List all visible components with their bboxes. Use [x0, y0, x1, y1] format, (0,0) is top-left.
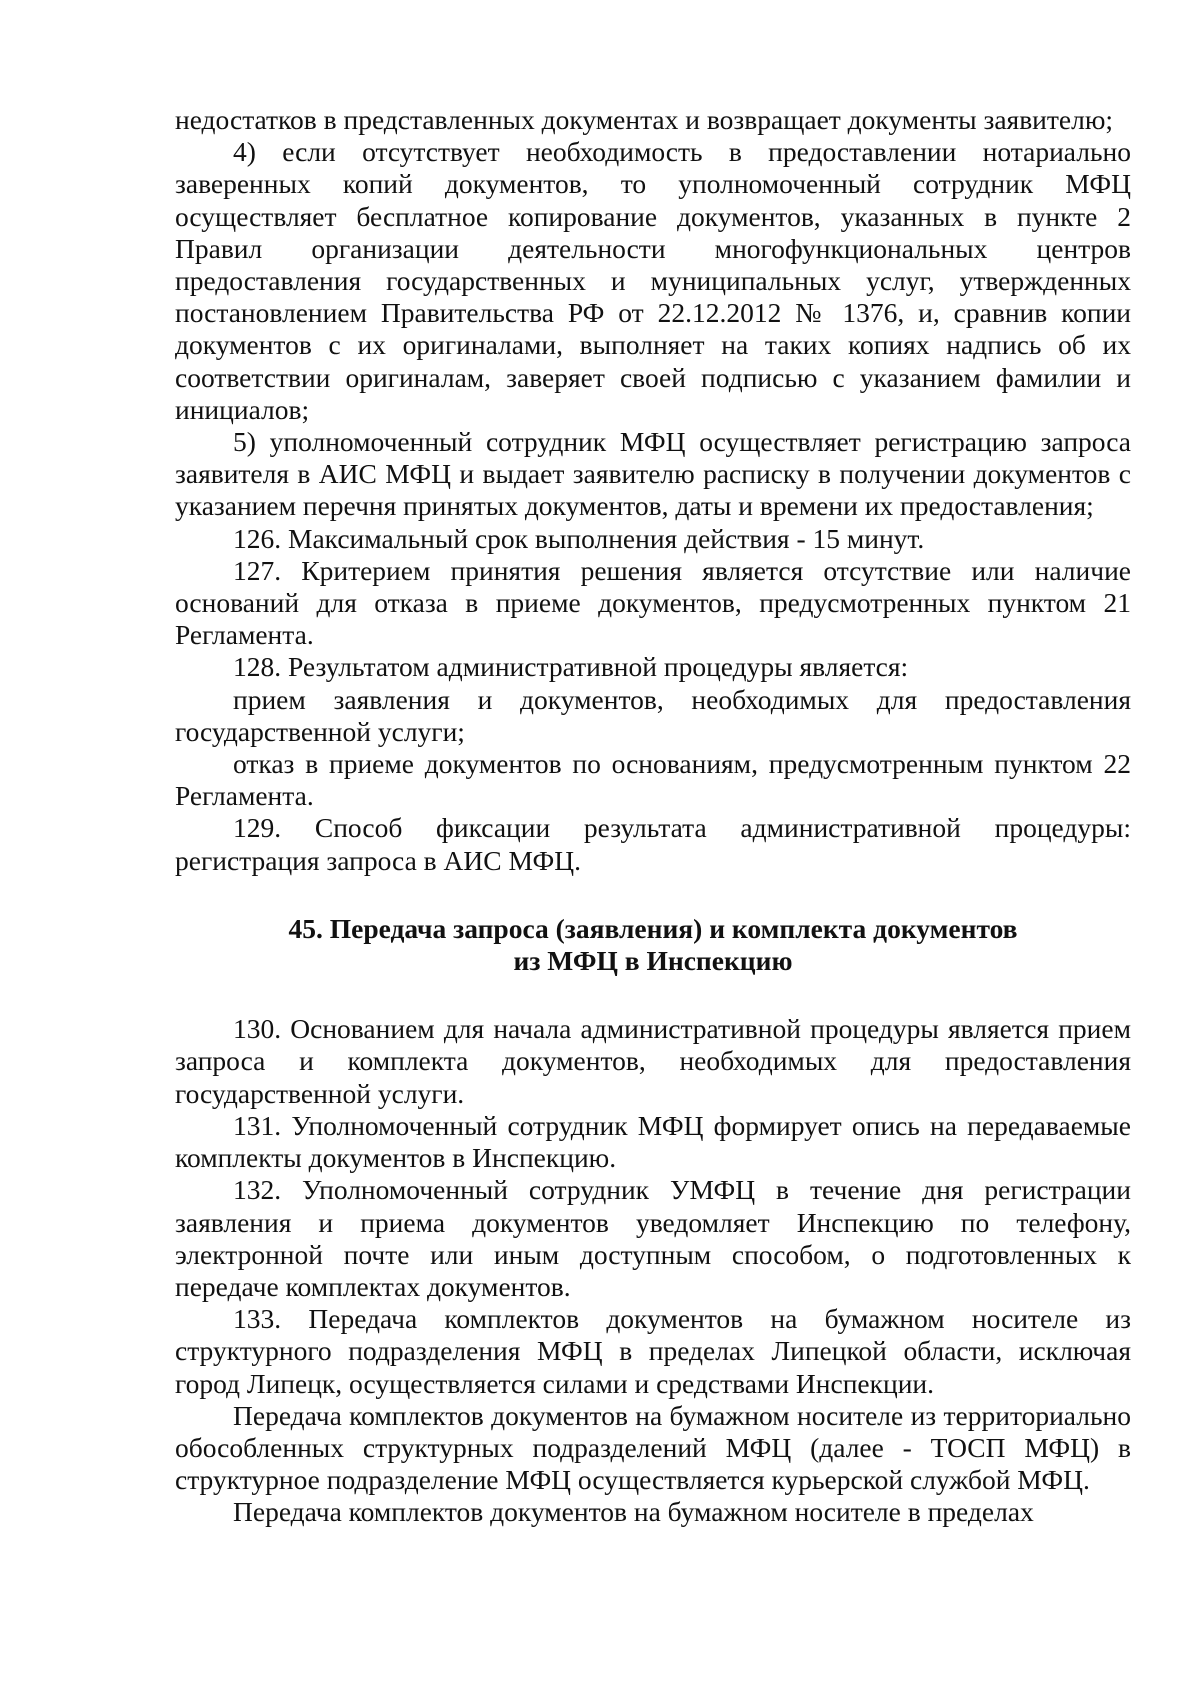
paragraph: 131. Уполномоченный сотрудник МФЦ формирует опись на передаваемые комплекты документов в Инспекцию.	[175, 1109, 1131, 1174]
paragraph: 126. Максимальный срок выполнения действия - 15 минут.	[233, 522, 925, 554]
paragraph: прием заявления и документов, необходимых для предоставления государственной услуги;	[175, 683, 1131, 747]
document-page	[175, 104, 1131, 1529]
paragraph: 129. Способ фиксации результата административной процедуры: регистрация запроса в АИС МФЦ.	[175, 812, 1131, 876]
bottom-paragraphs	[175, 1013, 1131, 1528]
section-heading-line1: 45. Передача запроса (заявления) и комплекта документов	[288, 912, 1018, 944]
paragraph: 133. Передача комплектов документов на бумажном носителе из структурного подразделения МФЦ в пределах Липецкой области, исключая город Липецк, осуществляется силами и средствами Инспекции.	[175, 1303, 1131, 1399]
paragraph: 132. Уполномоченный сотрудник УМФЦ в течение дня регистрации заявления и приема документов уведомляет Инспекцию по телефону, электронной почте или иным доступным способом, о подготовленных к передаче комплектах документов.	[175, 1174, 1131, 1302]
spacer	[175, 877, 1131, 913]
paragraph: 4) если отсутствует необходимость в предоставлении нотариально заверенных копий документов, то уполномоченный сотрудник МФЦ осуществляет бесплатное копирование документов, указанных в пункте 2 Правил организации деятельности многофункциональных центров предоставления государственных и муниципальных услуг, утвержденных постановлением Правительства РФ от 22.12.2012 № 1376, и, сравнив копии документов с их оригиналами, выполняет на таких копиях надпись об их соответствии оригиналам, заверяет своей подписью с указанием фамилии и инициалов;	[175, 136, 1131, 425]
paragraph: Передача комплектов документов на бумажном носителе из территориально обособленных структурных подразделений МФЦ (далее - ТОСП МФЦ) в структурное подразделение МФЦ осуществляется курьерской службой МФЦ.	[175, 1399, 1131, 1496]
paragraph: 5) уполномоченный сотрудник МФЦ осуществляет регистрацию запроса заявителя в АИС МФЦ и выдает заявителю расписку в получении документов с указанием перечня принятых документов, даты и времени их предоставления;	[175, 426, 1131, 522]
section-heading-line2: из МФЦ в Инспекцию	[513, 945, 793, 977]
paragraph: 127. Критерием принятия решения является отсутствие или наличие оснований для отказа в приеме документов, предусмотренных пунктом 21 Регламента.	[175, 554, 1131, 651]
top-paragraphs	[175, 104, 1131, 877]
paragraph: недостатков в представленных документах и возвращает документы заявителю;	[175, 104, 1114, 135]
paragraph: отказ в приеме документов по основаниям, предусмотренным пунктом 22 Регламента.	[175, 748, 1131, 812]
section-heading	[175, 913, 1131, 977]
paragraph: Передача комплектов документов на бумажном носителе в пределах	[233, 1496, 1034, 1528]
paragraph: 128. Результатом административной процедуры является:	[233, 651, 909, 683]
paragraph: 130. Основанием для начала административной процедуры является прием запроса и комплекта документов, необходимых для предоставления государственной услуги.	[175, 1013, 1131, 1109]
spacer	[175, 977, 1131, 1013]
